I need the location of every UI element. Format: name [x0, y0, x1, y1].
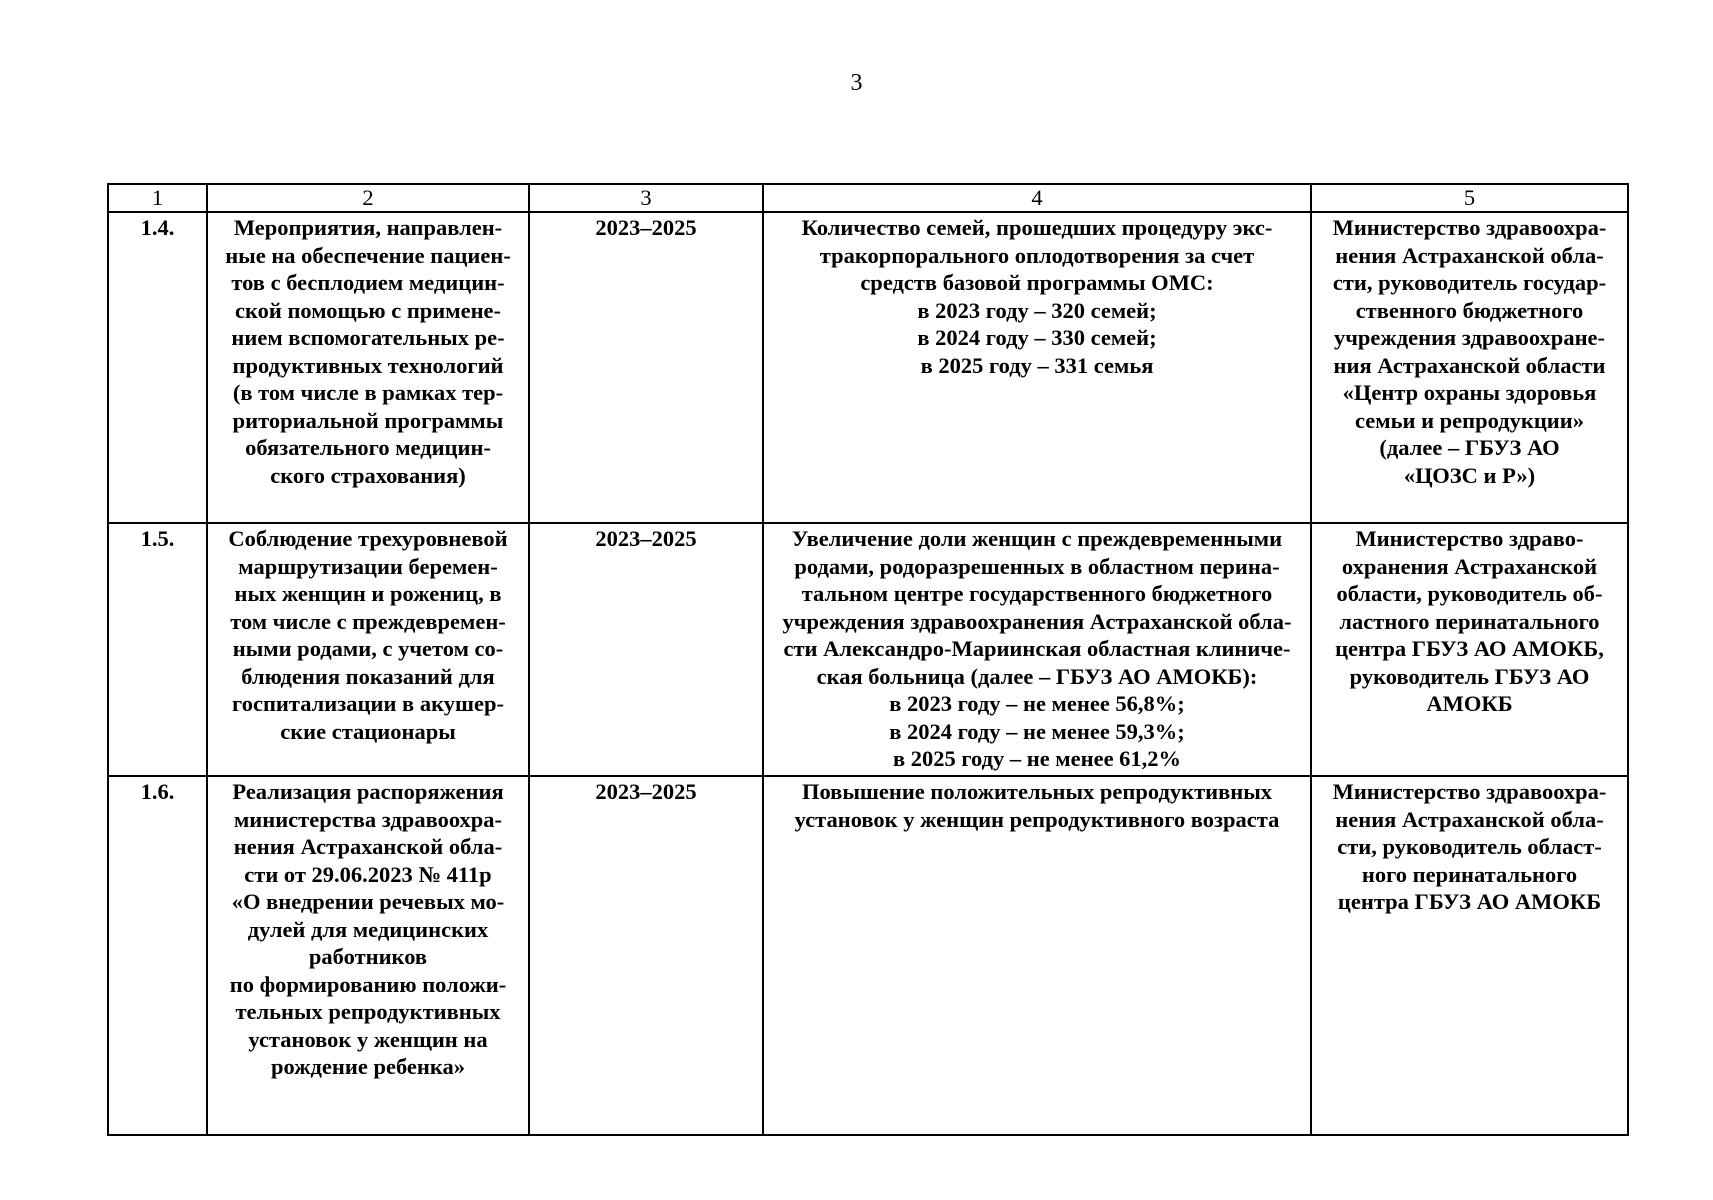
responsible-line: центра ГБУЗ АО АМОКБ,: [1335, 636, 1604, 661]
column-number-row: [108, 184, 1628, 212]
period-cell: [529, 212, 763, 523]
indicator-line: в 2025 году – не менее 61,2%: [892, 746, 1182, 771]
event-line: продуктивных технологий: [232, 352, 504, 378]
period-cell: [529, 523, 763, 776]
responsible-line: области, руководитель об-: [1336, 581, 1603, 606]
indicator-line: учреждения здравоохранения Астраханской обла-: [782, 608, 1292, 634]
column-header: 1: [108, 184, 207, 212]
table-row: [108, 523, 1628, 776]
event-line: дулей для медицинских: [247, 916, 489, 942]
column-header: 4: [763, 184, 1311, 212]
event-line: тов с бесплодием медицин-: [231, 270, 505, 295]
indicator-line: Количество семей, прошедших процедуру экс-: [801, 215, 1273, 240]
indicator-line: родами, родоразрешенных в областном перина-: [794, 553, 1280, 579]
event-line: ские стационары: [280, 718, 456, 744]
indicator-cell: [763, 776, 1311, 1135]
indicator-line: в 2024 году – 330 семей;: [917, 325, 1157, 350]
period: 2023–2025: [595, 779, 697, 804]
event-line: блюдения показаний для: [241, 663, 495, 689]
item-number-cell: [108, 776, 207, 1135]
responsible-line: Министерство здравоохра-: [1332, 779, 1607, 804]
item-number: 1.4.: [140, 215, 175, 240]
responsible-line: «ЦОЗС и Р»): [1403, 462, 1536, 488]
indicator-line: сти Александро-Мариинская областная клиниче-: [783, 636, 1291, 661]
item-number-cell: [108, 212, 207, 523]
event-line: установок у женщин на: [248, 1026, 488, 1052]
item-number-cell: [108, 523, 207, 776]
event-line: (в том числе в рамках тер-: [232, 380, 504, 405]
event-line: Соблюдение трехуровневой: [228, 526, 508, 551]
indicator-line: Повышение положительных репродуктивных: [801, 779, 1273, 804]
responsible-line: «Центр охраны здоровья: [1342, 380, 1597, 405]
period-cell: [529, 776, 763, 1135]
responsible-line: сти, руководитель област-: [1337, 834, 1602, 859]
event-line: нения Астраханской обла-: [233, 834, 503, 859]
period: 2023–2025: [595, 215, 697, 240]
responsible-cell: [1311, 523, 1628, 776]
responsible-cell: [1311, 776, 1628, 1135]
responsible-line: нения Астраханской обла-: [1335, 806, 1604, 832]
responsible-line: сти, руководитель государ-: [1332, 270, 1607, 295]
responsible-line: ния Астраханской области: [1333, 352, 1606, 378]
event-line: тельных репродуктивных: [235, 999, 501, 1024]
measures-table: [107, 183, 1629, 1136]
event-line: министерства здравоохра-: [233, 806, 503, 832]
event-line: по формированию положи-: [229, 971, 507, 997]
responsible-line: Министерство здраво-: [1355, 526, 1584, 551]
indicator-line: ская больница (далее – ГБУЗ АО АМОКБ):: [816, 663, 1258, 689]
event-line: ные на обеспечение пациен-: [225, 242, 511, 268]
event-cell: [207, 523, 529, 776]
event-line: ского страхования): [270, 462, 466, 488]
indicator-line: тракорпорального оплодотворения за счет: [819, 242, 1255, 268]
column-header: 2: [207, 184, 529, 212]
indicator-line: установок у женщин репродуктивного возраста: [794, 806, 1280, 832]
indicator-line: тальном центре государственного бюджетного: [801, 581, 1273, 606]
column-header: 5: [1311, 184, 1628, 212]
event-line: риториальной программы: [232, 407, 504, 433]
page-number: 3: [850, 70, 863, 96]
event-line: нием вспомогательных ре-: [231, 325, 505, 350]
indicator-line: Увеличение доли женщин с преждевременными: [791, 526, 1283, 551]
event-line: ными родами, с учетом со-: [232, 636, 504, 661]
responsible-line: руководитель ГБУЗ АО: [1349, 663, 1590, 689]
responsible-line: ного перинатального: [1361, 861, 1578, 887]
event-line: ных женщин и рожениц, в: [234, 581, 502, 606]
event-line: Мероприятия, направлен-: [233, 215, 503, 240]
event-line: рождение ребенка»: [271, 1054, 465, 1079]
event-cell: [207, 212, 529, 523]
column-header: 3: [529, 184, 763, 212]
event-line: маршрутизации беремен-: [238, 553, 498, 579]
table-row: [108, 212, 1628, 523]
responsible-line: нения Астраханской обла-: [1335, 242, 1604, 268]
responsible-line: ластного перинатального: [1339, 608, 1600, 634]
responsible-line: учреждения здравоохране-: [1333, 325, 1606, 350]
item-number: 1.6.: [140, 779, 175, 804]
event-cell: [207, 776, 529, 1135]
event-line: Реализация распоряжения: [232, 779, 504, 804]
event-line: «О внедрении речевых мо-: [231, 889, 505, 914]
responsible-line: (далее – ГБУЗ АО: [1379, 435, 1560, 460]
responsible-line: центра ГБУЗ АО АМОКБ: [1337, 889, 1602, 914]
event-line: ской помощью с примене-: [234, 297, 502, 323]
responsible-line: ственного бюджетного: [1355, 297, 1584, 323]
indicator-line: в 2025 году – 331 семья: [920, 352, 1154, 378]
event-line: госпитализации в акушер-: [232, 691, 504, 716]
responsible-line: охранения Астраханской: [1341, 553, 1598, 579]
indicator-line: в 2023 году – не менее 56,8%;: [889, 691, 1185, 716]
responsible-line: АМОКБ: [1426, 691, 1513, 716]
event-line: работников: [308, 944, 428, 969]
responsible-line: Министерство здравоохра-: [1332, 215, 1607, 240]
event-line: том числе с преждевремен-: [230, 608, 506, 634]
indicator-line: в 2024 году – не менее 59,3%;: [889, 718, 1185, 744]
table-row: [108, 776, 1628, 1135]
indicator-line: в 2023 году – 320 семей;: [917, 297, 1157, 323]
indicator-line: средств базовой программы ОМС:: [860, 270, 1214, 295]
indicator-cell: [763, 212, 1311, 523]
responsible-cell: [1311, 212, 1628, 523]
period: 2023–2025: [595, 526, 697, 551]
event-line: обязательного медицин-: [245, 435, 491, 460]
event-line: сти от 29.06.2023 № 411р: [244, 861, 492, 887]
indicator-cell: [763, 523, 1311, 776]
item-number: 1.5.: [140, 526, 175, 551]
responsible-line: семьи и репродукции»: [1355, 407, 1584, 433]
